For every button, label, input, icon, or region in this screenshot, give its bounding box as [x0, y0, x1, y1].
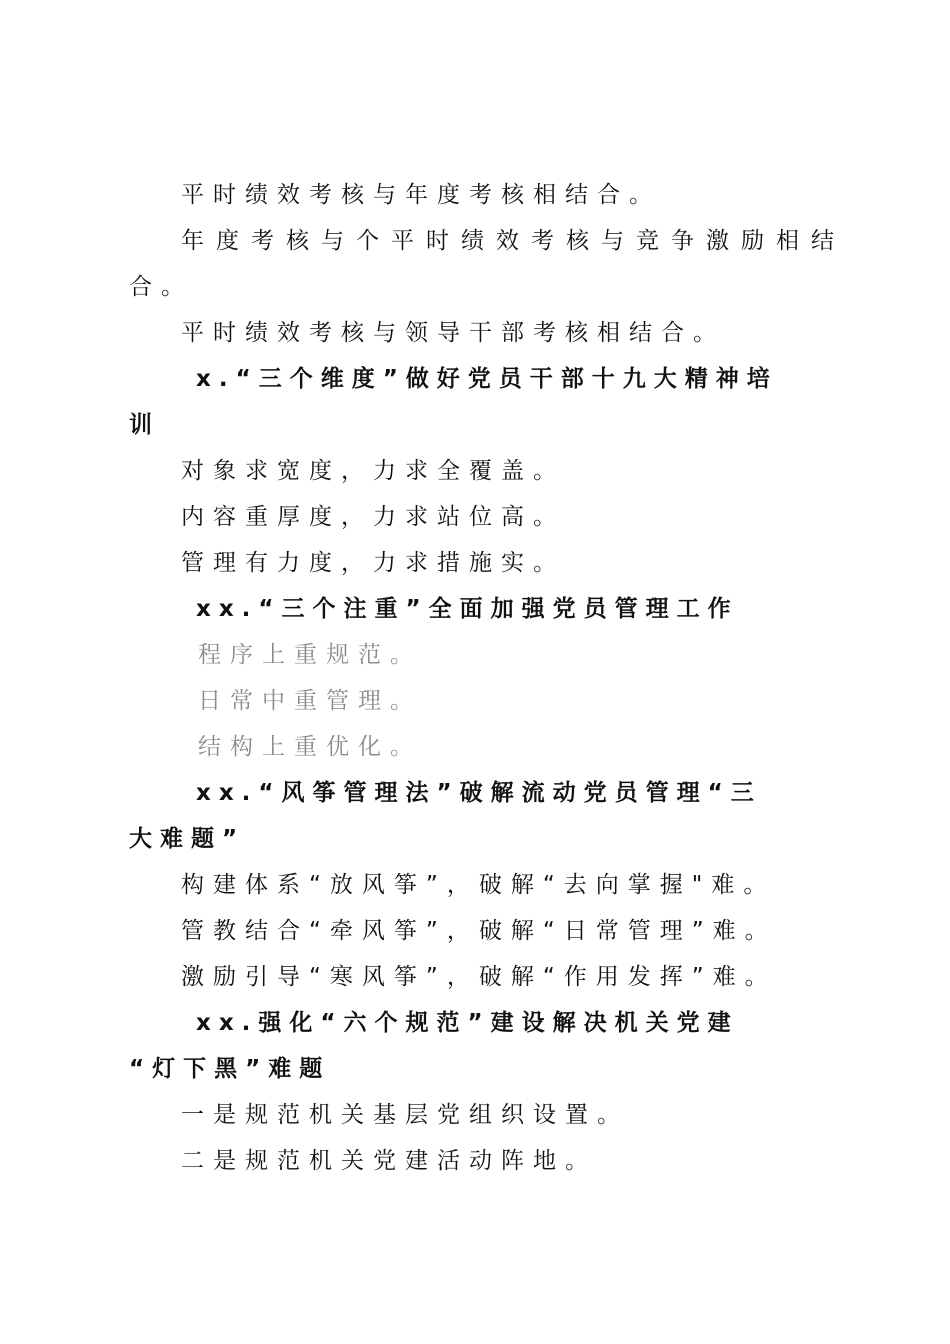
paragraph-line-13: 激励引导“寒风筝”，破解“作用发挥”难。 [181, 964, 777, 990]
paragraph-line-6: 内容重厚度，力求站位高。 [181, 504, 565, 530]
paragraph-line-2: 年度考核与个平时绩效考核与竞争激励相结 [181, 228, 846, 254]
paragraph-line-12: 管教结合“牵风筝”，破解“日常管理”难。 [181, 918, 777, 944]
paragraph-line-11: 构建体系“放风筝”，破解“去向掌握"难。 [181, 872, 776, 898]
paragraph-line-9: 日常中重管理。 [198, 688, 422, 714]
paragraph-line-1: 平时绩效考核与年度考核相结合。 [181, 182, 661, 208]
heading-line-3-continued: 大难题” [129, 826, 246, 852]
heading-line-1-continued: 训 [129, 412, 160, 438]
heading-line-4: xx.强化“六个规范”建设解决机关党建 [196, 1010, 739, 1036]
paragraph-line-3: 合。 [129, 274, 193, 300]
paragraph-line-10: 结构上重优化。 [198, 734, 422, 760]
paragraph-line-14: 一是规范机关基层党组织设置。 [181, 1102, 629, 1128]
heading-line-3: xx.“风筝管理法”破解流动党员管理“三 [196, 780, 762, 806]
paragraph-line-8: 程序上重规范。 [198, 642, 422, 668]
paragraph-line-7: 管理有力度，力求措施实。 [181, 550, 565, 576]
paragraph-line-5: 对象求宽度，力求全覆盖。 [181, 458, 565, 484]
heading-line-2: xx.“三个注重”全面加强党员管理工作 [196, 596, 739, 622]
heading-line-4-continued: “灯下黑”难题 [129, 1056, 331, 1082]
paragraph-line-15: 二是规范机关党建活动阵地。 [181, 1148, 597, 1174]
paragraph-line-4: 平时绩效考核与领导干部考核相结合。 [181, 320, 725, 346]
heading-line-1: x.“三个维度”做好党员干部十九大精神培 [196, 366, 778, 392]
